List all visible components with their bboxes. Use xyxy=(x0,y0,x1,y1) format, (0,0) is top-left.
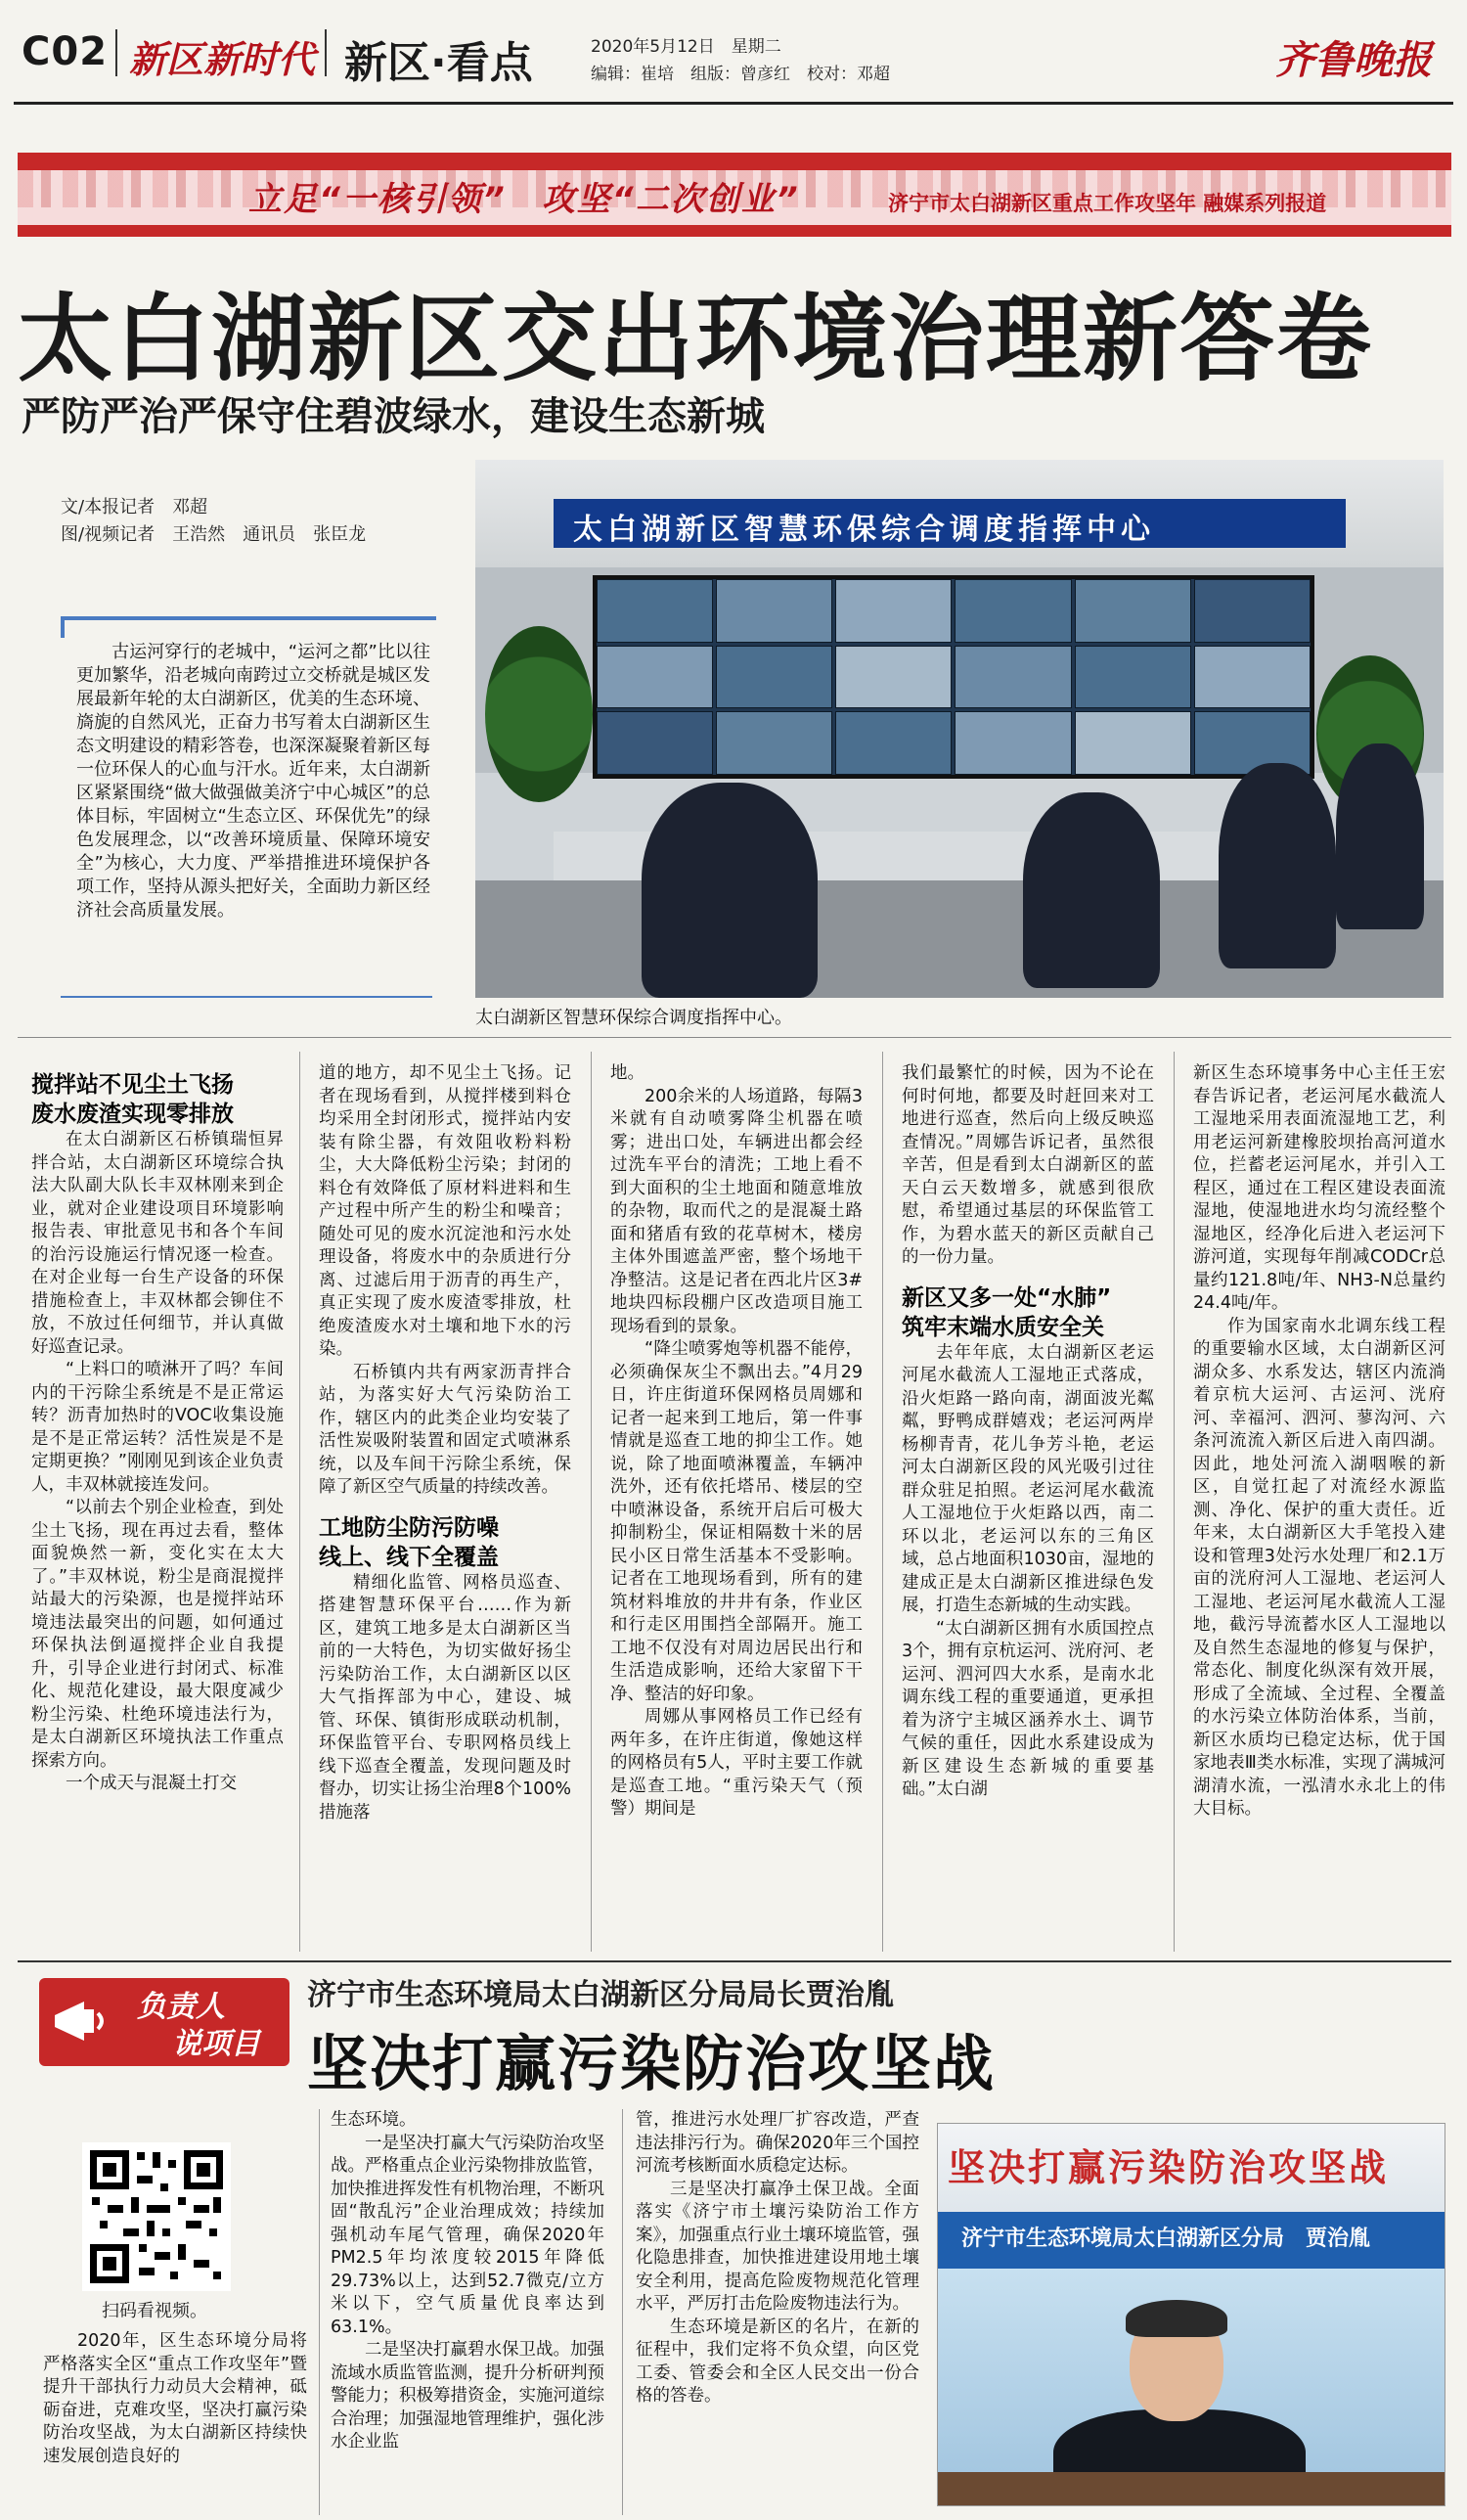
column-rule xyxy=(319,2109,320,2515)
interview-column-3 xyxy=(636,2109,919,2516)
body-paragraph: “太白湖新区拥有水质国控点3个，拥有京杭运河、洸府河、老运河、泗河四大水系，是南水北调东线工程的重要通道，更承担着为济宁主城区涵养水土、调节气候的重任，因此水系建设成为新区建设生态新城的重要基础。”太白湖 xyxy=(902,1618,1154,1799)
video-tile xyxy=(716,646,832,709)
column-rule xyxy=(882,1052,883,1952)
video-tile xyxy=(1075,711,1191,775)
section-rule xyxy=(18,1037,1451,1038)
banner-series-label: 济宁市太白湖新区重点工作攻坚年 融媒系列报道 xyxy=(888,192,1327,215)
interview-column-2 xyxy=(331,2109,604,2516)
video-tile xyxy=(835,579,952,643)
column-rule xyxy=(299,1052,300,1952)
body-paragraph: 去年年底，太白湖新区老运河尾水截流人工湿地正式落成，沿火炬路一路向南，湖面波光粼粼，野鸭成群嬉戏；老运河两岸杨柳青青，花儿争芳斗艳，老运河太白湖新区段的风光吸引过往群众驻足拍照。老运河尾水截流人工湿地位于火炬路以西，南二环以北，老运河以东的三角区域，总占地面积1030亩，湿地的建成正是太白湖新区推进绿色发展，打造生态新城的生动实践。 xyxy=(902,1342,1154,1615)
sub-headline: 严防严治严保守住碧波绿水，建设生态新城 xyxy=(22,394,765,439)
body-paragraph: 200余米的人场道路，每隔3米就有自动喷雾降尘机器在喷雾；进出口处，车辆进出都会经过洗车平台的清洗；工地上看不到大面积的尘土地面和随意堆放的杂物，取而代之的是混凝土路面和猪盾有致的花草树木，楼房主体外围遮盖严密，整个场地干净整洁。这是记者在西北片区3#地块四标段棚户区改造项目施工现场看到的景象。 xyxy=(610,1086,863,1336)
plant xyxy=(485,626,593,802)
header-rule xyxy=(14,102,1453,105)
body-paragraph: 周娜从事网格员工作已经有两年多，在许庄街道，像她这样的网格员有5人，平时主要工作就是巡查工地。“重污染天气（预警）期间是 xyxy=(610,1707,863,1819)
portrait-sign-text: 济宁市生态环境局太白湖新区分局 贾治胤 xyxy=(961,2227,1371,2251)
operator-figure xyxy=(1336,743,1424,929)
body-paragraph: 一个成天与混凝土打交 xyxy=(66,1774,237,1793)
body-paragraph: 生态环境。 xyxy=(331,2110,417,2130)
video-tile xyxy=(955,646,1071,709)
portrait-banner-text: 坚决打赢污染防治攻坚战 xyxy=(948,2146,1390,2189)
lower-section-rule xyxy=(18,1960,1451,1962)
intro-frame xyxy=(61,616,436,638)
banner-bottom-stripe xyxy=(18,225,1451,237)
video-tile xyxy=(1075,579,1191,643)
video-tile xyxy=(716,711,832,775)
section-brand: 新区新时代 xyxy=(129,37,316,81)
body-paragraph: 石桥镇内共有两家沥青拌合站，为落实好大气污染防治工作，辖区内的此类企业均安装了活性炭吸附装置和固定式喷淋系统，以及车间干污除尘系统，保障了新区空气质量的持续改善。 xyxy=(319,1362,571,1497)
video-tile xyxy=(1194,646,1311,709)
command-center-photo xyxy=(475,460,1444,998)
article-column-2 xyxy=(319,1062,571,1953)
column-rule xyxy=(622,2109,623,2515)
qr-code-icon xyxy=(86,2146,227,2287)
video-tile xyxy=(597,711,713,775)
body-paragraph: “降尘喷雾炮等机器不能停，必须确保灰尘不飘出去。”4月29日，许庄街道环保网格员周娜和记者一起来到工地后，第一件事情就是巡查工地的抑尘工作。她说，除了地面喷淋覆盖，车辆冲洗外，还有依托塔吊、楼层的空中喷淋设备，系统开启后可极大抑制粉尘，保证相隔数十米的居民小区日常生活基本不受影响。记者在工地现场看到，所有的建筑材料堆放的井井有条，作业区和行走区用围挡全部隔开。施工工地不仅没有对周边居民出行和生活造成影响，还给大家留下干净、整洁的好印象。 xyxy=(610,1339,863,1704)
operator-figure xyxy=(642,783,818,998)
operator-figure xyxy=(1219,763,1336,968)
page-number: C02 xyxy=(22,29,109,74)
official-portrait xyxy=(937,2123,1445,2506)
video-tile xyxy=(1075,646,1191,709)
qr-caption: 扫码看视频。 xyxy=(102,2301,207,2321)
qr-code[interactable] xyxy=(82,2142,231,2291)
photo-caption: 太白湖新区智慧环保综合调度指挥中心。 xyxy=(475,1008,792,1028)
badge-line-1: 负责人 xyxy=(137,1990,225,2024)
header-divider xyxy=(115,29,117,76)
video-tile xyxy=(955,579,1071,643)
body-paragraph: 精细化监管、网格员巡查、搭建智慧环保平台……作为新区，建筑工地多是太白湖新区当前的一大特色，为切实做好扬尘污染防治工作，太白湖新区以区大气指挥部为中心，建设、城管、环保、镇街形成联动机制，环保监管平台、专职网格员线上线下巡查全覆盖，发现问题及时督办，切实让扬尘治理8个100%措施落 xyxy=(319,1572,571,1822)
byline-writer: 文/本报记者 邓超 xyxy=(61,497,208,518)
megaphone-icon xyxy=(49,1992,117,2050)
operator-figure xyxy=(1023,792,1160,988)
video-wall xyxy=(593,575,1314,779)
intro-divider xyxy=(61,996,432,998)
interview-headline: 坚决打赢污染防治攻坚战 xyxy=(307,2028,997,2099)
body-paragraph: 2020年，区生态环境分局将严格落实全区“重点工作攻坚年”暨提升干部执行力动员大会精神，砥砺奋进，克难攻坚，坚决打赢污染防治攻坚战，为太白湖新区持续快速发展创造良好的 xyxy=(43,2331,307,2466)
section-title: 新区·看点 xyxy=(344,38,533,88)
video-tile xyxy=(835,711,952,775)
body-paragraph: 二是坚决打赢碧水保卫战。加强流域水质监管监测，提升分析研判预警能力；积极筹措资金，实施河道综合治理；加强湿地管理维护，强化涉水企业监 xyxy=(331,2340,604,2452)
section-heading: 工地防尘防污防噪 线上、线下全覆盖 xyxy=(319,1514,499,1570)
body-paragraph: 在太白湖新区石桥镇瑞恒昇拌合站，太白湖新区环境综合执法大队副大队长丰双林刚来到企业，就对企业建设项目环境影响报告表、审批意见书和各个车间的治污设施运行情况逐一检查。在对企业每一台生产设备的环保措施检查上，丰双林都会铆住不放，不放过任何细节，并认真做好巡查记录。 xyxy=(31,1130,284,1357)
column-rule xyxy=(591,1052,592,1952)
body-paragraph: 新区生态环境事务中心主任王宏春告诉记者，老运河尾水截流人工湿地采用表面流湿地工艺，利用老运河新建橡胶坝抬高河道水位，拦蓄老运河尾水，并引入工程区，通过在工程区建设表面流湿地，使湿地进水均匀流经整个湿地区，经净化后进入老运河下游河道，实现每年削减CODCr总量约121.8吨/年、NH3-N总量约24.4吨/年。 xyxy=(1193,1063,1445,1313)
video-tile xyxy=(597,579,713,643)
body-paragraph: 管，推进污水处理厂扩容改造，严查违法排污行为。确保2020年三个国控河流考核断面水质稳定达标。 xyxy=(636,2110,919,2176)
portrait-desk xyxy=(938,2472,1445,2505)
body-paragraph: 道的地方，却不见尘土飞扬。记者在现场看到，从搅拌楼到料仓均采用全封闭形式，搅拌站内安装有除尘器，有效阻收粉料粉尘，大大降低粉尘污染；封闭的料仓有效降低了原材料进料和生产过程中所产生的粉尘和噪音；随处可见的废水沉淀池和污水处理设备，将废水中的杂质进行分离、过滤后用于沥青的再生产，真正实现了废水废渣零排放，杜绝废渣废水对土壤和地下水的污染。 xyxy=(319,1063,571,1359)
article-column-3 xyxy=(610,1062,863,1953)
video-tile xyxy=(597,646,713,709)
article-column-5 xyxy=(1193,1062,1445,1953)
photo-sign-text: 太白湖新区智慧环保综合调度指挥中心 xyxy=(573,513,1155,547)
interview-column-1 xyxy=(43,2330,307,2516)
intro-paragraph: 古运河穿行的老城中，“运河之都”比以往更加繁华，沿老城向南跨过立交桥就是城区发展最新年轮的太白湖新区，优美的生态环境、旖旎的自然风光，正奋力书写着太白湖新区生态文明建设的精彩答卷，也深深凝聚着新区每一位环保人的心血与汗水。近年来，太白湖新区紧紧围绕“做大做强做美济宁中心城区”的总体目标，牢固树立“生态立区、环保优先”的绿色发展理念，以“改善环境质量、保障环境安全”为核心，大力度、严举措推进环境保护各项工作，坚持从源头把好关，全面助力新区经济社会高质量发展。 xyxy=(76,642,430,921)
interview-subject: 济宁市生态环境局太白湖新区分局局长贾治胤 xyxy=(307,1978,894,2012)
body-paragraph: “上料口的喷淋开了吗？车间内的干污除尘系统是不是正常运转？沥青加热时的VOC收集设施是不是正常运转？活性炭是不是定期更换？”刚刚见到该企业负责人，丰双林就接连发问。 xyxy=(31,1360,284,1495)
section-heading: 搅拌站不见尘土飞扬 废水废渣实现零排放 xyxy=(31,1072,234,1127)
badge-line-2: 说项目 xyxy=(172,2027,260,2061)
body-paragraph: 三是坚决打赢净土保卫战。全面落实《济宁市土壤污染防治工作方案》，加强重点行业土壤环境监管，强化隐患排查，加快推进建设用地土壤安全利用，提高危险废物规范化管理水平，严厉打击危险废物违法行为。 xyxy=(636,2179,919,2314)
body-paragraph: 一是坚决打赢大气污染防治攻坚战。严格重点企业污染物排放监管，加快推进挥发性有机物治理，不断巩固“散乱污”企业治理成效；持续加强机动车尾气管理，确保2020年PM2.5年均浓度较2015年降低29.73%以上，达到52.7微克/立方米以下，空气质量优良率达到63.1%。 xyxy=(331,2133,604,2337)
article-column-4 xyxy=(902,1062,1154,1953)
video-tile xyxy=(716,579,832,643)
column-rule xyxy=(1174,1052,1175,1952)
body-paragraph: 地。 xyxy=(610,1063,645,1083)
staff-credits: 编辑：崔培 组版：曾彦红 校对：邓超 xyxy=(591,65,890,84)
issue-date: 2020年5月12日 星期二 xyxy=(591,37,781,57)
body-paragraph: 作为国家南水北调东线工程的重要输水区域，太白湖新区河湖众多、水系发达，辖区内流淌着京杭大运河、古运河、洸府河、幸福河、泗河、蓼沟河、六条河流流入新区后进入南四湖。因此，地处河流入湖咽喉的新区，自觉扛起了对流经水源监测、净化、保护的重大责任。近年来，太白湖新区大手笔投入建设和管理3处污水处理厂和2.1万亩的洸府河人工湿地、老运河人工湿地、老运河尾水截流人工湿地，截污导流蓄水区人工湿地以及自然生态湿地的修复与保护，常态化、制度化纵深有效开展，形成了全流域、全过程、全覆盖的水污染立体防治体系，当前，新区水质均已稳定达标，优于国家地表Ⅲ类水标准，实现了满城河湖清水流，一泓清水永北上的伟大目标。 xyxy=(1193,1316,1445,1819)
body-paragraph: 生态环境是新区的名片，在新的征程中，我们定将不负众望，向区党工委、管委会和全区人民交出一份合格的答卷。 xyxy=(636,2317,919,2406)
article-column-1 xyxy=(31,1070,284,1951)
banner-slogan: 立足“一核引领” 攻坚“二次创业” xyxy=(248,180,800,219)
body-paragraph: 我们最繁忙的时候，因为不论在何时何地，都要及时赶回来对工地进行巡查，然后向上级反映巡查情况。”周娜告诉记者，虽然很辛苦，但是看到太白湖新区的蓝天白云天数增多，就感到很欣慰，希望通过基层的环保监管工作，为碧水蓝天的新区贡献自己的一份力量。 xyxy=(902,1063,1154,1267)
byline-photographer: 图/视频记者 王浩然 通讯员 张臣龙 xyxy=(61,524,367,545)
video-tile xyxy=(955,711,1071,775)
header-meta xyxy=(591,33,890,88)
main-headline: 太白湖新区交出环境治理新答卷 xyxy=(18,284,1373,394)
body-paragraph: “以前去个别企业检查，到处尘土飞扬，现在再过去看，整体面貌焕然一新，变化实在太大了。”丰双林说，粉尘是商混搅拌站最大的污染源，也是搅拌站环境违法最突出的问题，如何通过环保执法倒逼搅拌企业自我提升，引导企业进行封闭式、标准化、规范化建设，最大限度减少粉尘污染、杜绝环境违法行为，是太白湖新区环境执法工作重点探索方向。 xyxy=(31,1498,284,1771)
series-banner xyxy=(18,153,1451,237)
section-heading: 新区又多一处“水肺” 筑牢末端水质安全关 xyxy=(902,1284,1112,1340)
portrait-hair xyxy=(1126,2300,1227,2337)
newspaper-logo: 齐鲁晚报 xyxy=(1275,37,1432,83)
banner-top-stripe xyxy=(18,153,1451,170)
video-tile xyxy=(1194,579,1311,643)
video-tile xyxy=(835,646,952,709)
header-divider xyxy=(325,29,327,76)
